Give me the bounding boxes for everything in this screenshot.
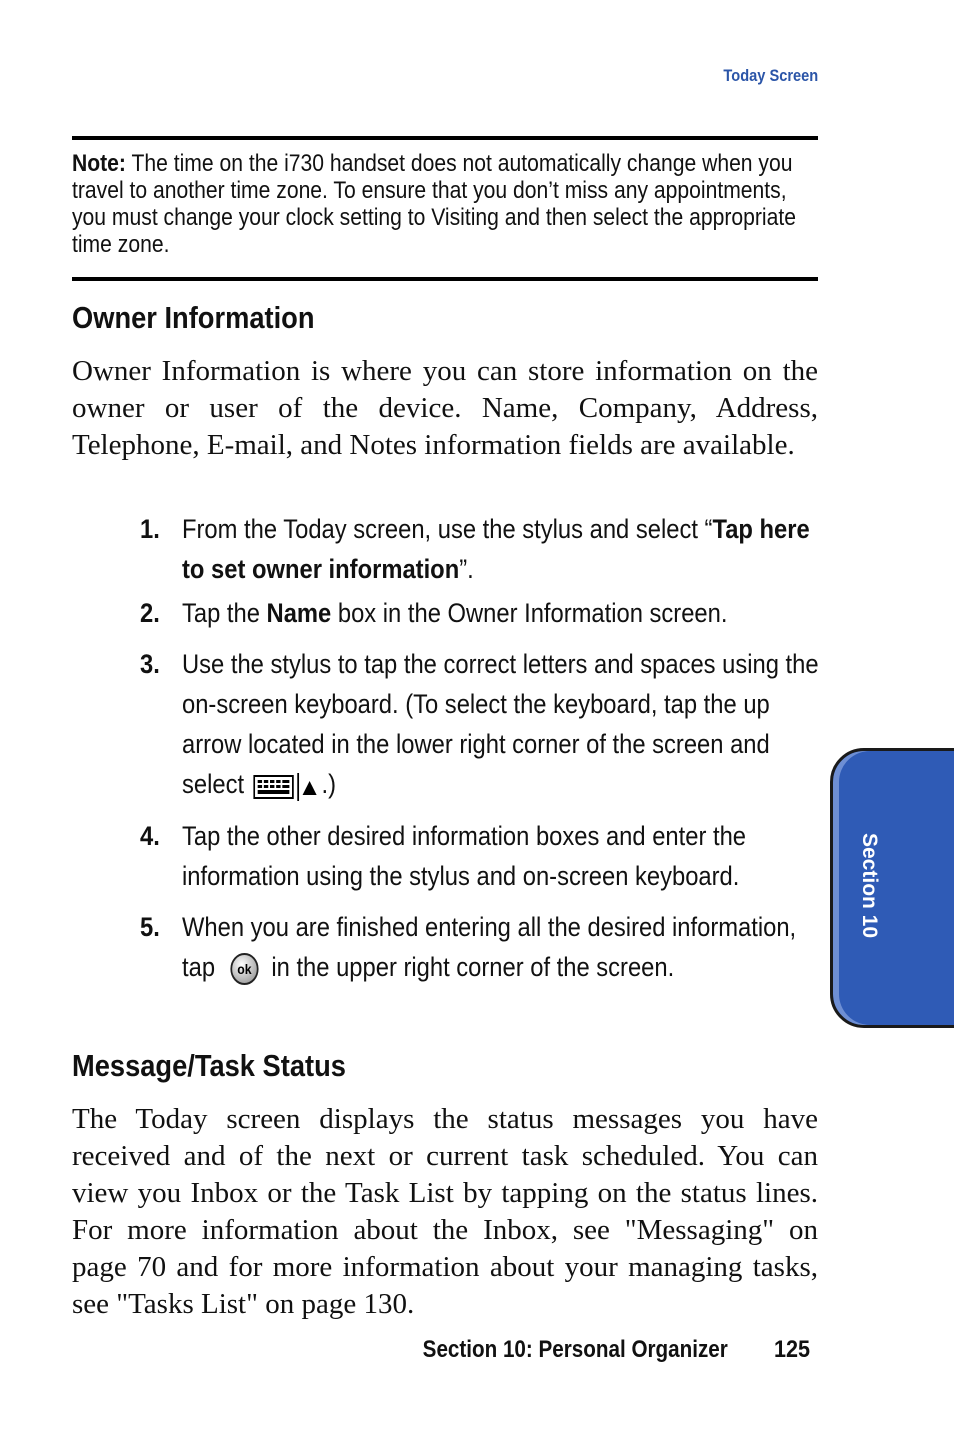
section-tab-label: Section 10 xyxy=(858,833,881,939)
step-text xyxy=(182,644,820,804)
note-body: The time on the i730 handset does not automatically change when you travel to another time zone. To ensure that you don’t miss any appointments, you must change your clock setting to Visiting and then select the appropriate time zone. xyxy=(72,150,796,258)
section-tab xyxy=(830,748,954,1028)
step-text-bold: Tap here to set owner information xyxy=(182,514,810,584)
keyboard-input-icon xyxy=(253,771,318,801)
step-text-bold: Name xyxy=(266,598,332,628)
step-text-post: box in the Owner Information screen. xyxy=(331,598,728,628)
step-text xyxy=(182,907,820,987)
step-text-post: in the upper right corner of the screen. xyxy=(271,952,675,982)
step-number: 5. xyxy=(140,912,160,942)
note-label: Note: xyxy=(72,150,126,177)
message-task-status-body: The Today screen displays the status messages you have received and of the next or current task scheduled. You can view you Inbox or the Task List by tapping on the status lines. For more information about the Inbox, see "Messaging" on page 70 and for more information about your managing tasks, see "Tasks List" on page 130. xyxy=(72,1103,818,1320)
step-text-post: .) xyxy=(321,769,337,799)
step-1 xyxy=(140,509,830,589)
step-4 xyxy=(140,816,830,896)
owner-information-heading: Owner Information xyxy=(72,300,315,335)
step-text-pre: Use the stylus to tap the correct letters and spaces using the on-screen keyboard. (To select the keyboard, tap the up arrow located in the lower right corner of the screen and select xyxy=(182,649,819,799)
step-number: 4. xyxy=(140,821,160,851)
step-text-pre: Tap the xyxy=(182,598,267,628)
step-text xyxy=(182,593,820,633)
note-text xyxy=(72,150,820,258)
message-task-status-heading: Message/Task Status xyxy=(72,1048,346,1083)
step-5 xyxy=(140,907,830,1027)
running-head: Today Screen xyxy=(723,66,818,85)
step-text: Tap the other desired information boxes and enter the information using the stylus and on-screen keyboard. xyxy=(182,821,747,891)
step-text-pre: When you are finished entering all the desired information, tap xyxy=(182,912,797,982)
page-footer xyxy=(0,1336,954,1366)
ok-button-icon xyxy=(229,952,259,986)
footer-title: Section 10: Personal Organizer xyxy=(422,1336,728,1363)
step-number: 3. xyxy=(140,649,160,679)
svg-text:ok: ok xyxy=(236,961,252,978)
step-2 xyxy=(140,593,830,633)
step-number: 2. xyxy=(140,598,160,628)
step-number: 1. xyxy=(140,514,160,544)
step-3 xyxy=(140,644,830,806)
page-number: 125 xyxy=(773,1336,810,1363)
step-text-post: ”. xyxy=(459,554,474,584)
note-box xyxy=(72,136,818,281)
owner-information-body: Owner Information is where you can store information on the owner or user of the device. Name, Company, Address, Telephone, E-mail, and Notes information fields are available. xyxy=(72,355,818,461)
step-text-pre: From the Today screen, use the stylus and select “ xyxy=(182,514,713,544)
step-text xyxy=(182,509,820,589)
